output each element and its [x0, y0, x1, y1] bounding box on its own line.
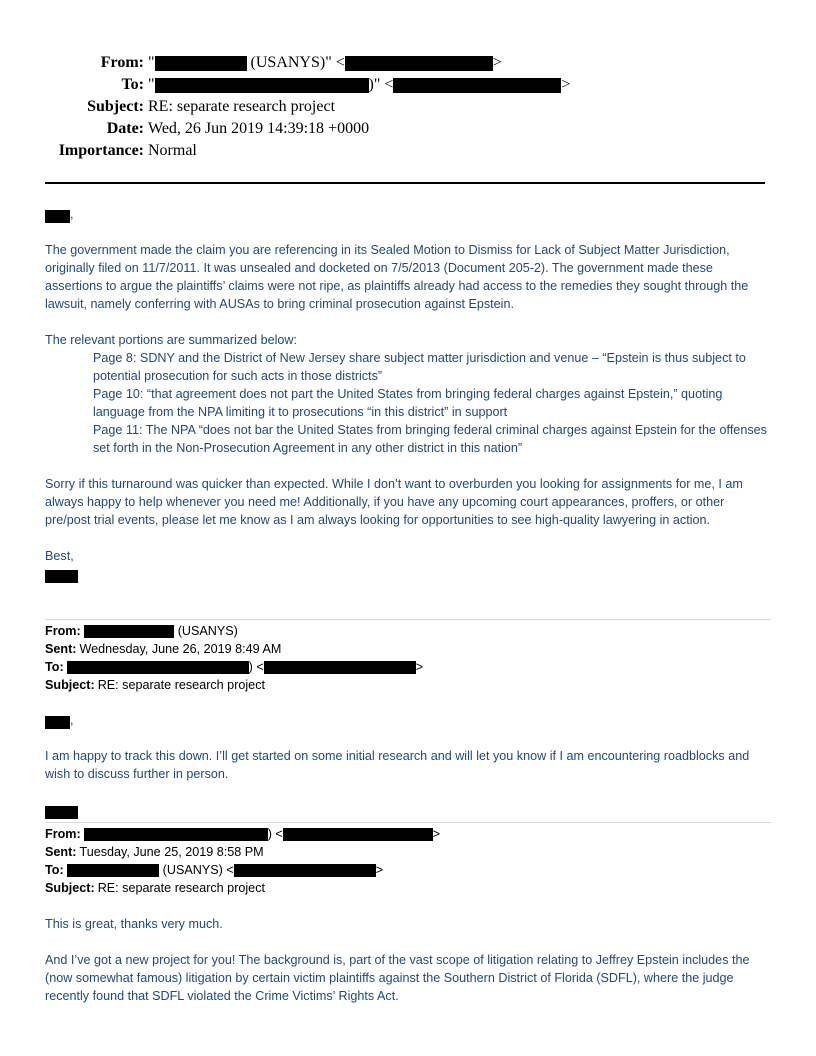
summary-item: Page 8: SDNY and the District of New Jersey share subject matter jurisdiction and venue – “Epstein is thus subject to potential prosecution for such acts in those districts”	[93, 351, 746, 383]
header-date-value: Wed, 26 Jun 2019 14:39:18 +0000	[148, 120, 370, 137]
header-to-quote: "	[148, 76, 155, 93]
redaction-block	[45, 806, 78, 819]
header-from-quote: "	[148, 54, 155, 71]
header-to-mid: )" <	[368, 76, 394, 93]
quoted-2-subject-value: RE: separate research project	[97, 881, 265, 895]
quoted-1-sent-label: Sent:	[45, 642, 77, 656]
quoted-2-to-mid: (USANYS) <	[162, 863, 234, 877]
quoted-2-paragraph-2: And I’ve got a new project for you! The background is, part of the vast scope of litigation relating to Jeffrey Epstein includes the (now somewhat famous) litigation by certain victim plaintiffs against the Southern District of Florida (SDFL), where the judge recently found that SDFL violated the Crime Victims’ Rights Act.	[45, 953, 750, 1003]
salutation-line	[45, 205, 773, 223]
redaction-block	[67, 661, 249, 674]
quoted-1-from-suffix: (USANYS)	[177, 624, 238, 638]
quoted-2-to-label: To:	[45, 863, 64, 877]
quoted-1-salutation-line	[45, 711, 773, 729]
redaction-block	[84, 828, 268, 841]
header-importance-value: Normal	[148, 142, 197, 159]
quoted-2-divider	[45, 822, 771, 823]
quoted-2-body	[45, 915, 773, 1005]
quoted-1-sent-value: Wednesday, June 26, 2019 8:49 AM	[79, 642, 282, 656]
header-subject-label: Subject:	[87, 98, 144, 115]
header-importance-label: Importance:	[58, 142, 144, 159]
header-from-value	[148, 54, 502, 72]
quoted-1-sent-row	[45, 640, 773, 658]
header-from-close: >	[492, 54, 502, 71]
summary-item: Page 11: The NPA “does not bar the United States from bringing federal criminal charges against Epstein for the offenses set forth in the Non-Prosecution Agreement in any other district in this nation”	[93, 423, 767, 455]
quoted-1-from-label: From:	[45, 624, 81, 638]
header-from-label: From:	[100, 54, 144, 71]
quoted-2-from-close: >	[432, 827, 441, 841]
redaction-block	[155, 56, 247, 71]
quoted-2-subject-row	[45, 879, 773, 897]
quoted-1-to-close: >	[415, 660, 424, 674]
quoted-1-subject-label: Subject:	[45, 678, 95, 692]
signature-line	[45, 565, 773, 583]
header-to-row	[40, 74, 770, 96]
quoted-1-subject-row	[45, 676, 773, 694]
quoted-1-divider	[45, 619, 771, 620]
redaction-block	[345, 56, 493, 71]
quoted-1-body	[45, 711, 773, 819]
redaction-block	[84, 625, 174, 638]
quoted-1-salutation-comma: ,	[70, 713, 74, 727]
quoted-1-from-row	[45, 622, 773, 640]
header-subject-row	[40, 96, 770, 118]
redaction-block	[45, 570, 78, 583]
quoted-2-header	[45, 825, 773, 897]
quoted-2-sent-row	[45, 843, 773, 861]
redaction-block	[234, 864, 376, 877]
message-1-paragraph-3: Sorry if this turnaround was quicker than expected. While I don’t want to overburden you looking for assignments for me, I am always happy to help whenever you need me! Additionally, if you have any upcoming court appearances, proffers, or other pre/post trial events, please let me know as I am always looking for opportunities to see high-quality lawyering in action.	[45, 477, 743, 527]
header-importance-row	[40, 140, 770, 162]
redaction-block	[283, 828, 433, 841]
quoted-1-to-mid: ) <	[248, 660, 264, 674]
message-1-body	[45, 205, 773, 583]
quoted-1-to-label: To:	[45, 660, 64, 674]
quoted-2-sent-value: Tuesday, June 25, 2019 8:58 PM	[79, 845, 264, 859]
message-1-paragraph-2: The relevant portions are summarized below:	[45, 333, 297, 347]
quoted-2-from-mid: ) <	[267, 827, 283, 841]
header-divider	[45, 182, 765, 184]
quoted-1-paragraph-1: I am happy to track this down. I’ll get started on some initial research and will let you know if I am encountering roadblocks and wish to discuss further in person.	[45, 749, 750, 781]
header-to-close: >	[561, 76, 571, 93]
quoted-1-subject-value: RE: separate research project	[97, 678, 265, 692]
header-from-row	[40, 52, 770, 74]
redaction-block	[45, 210, 70, 223]
redaction-block	[67, 864, 159, 877]
quoted-2-from-row	[45, 825, 773, 843]
header-date-row	[40, 118, 770, 140]
redaction-block	[45, 716, 70, 729]
redaction-block	[155, 78, 369, 93]
header-date-label: Date:	[106, 120, 144, 137]
salutation-comma: ,	[70, 207, 74, 221]
header-subject-value: RE: separate research project	[148, 98, 336, 115]
message-1-paragraph-1: The government made the claim you are referencing in its Sealed Motion to Dismiss for Lack of Subject Matter Jurisdiction, originally filed on 11/7/2011. It was unsealed and docketed on 7/5/2013 (Document 205-2). The government made these assertions to argue the plaintiffs’ claims were not ripe, as plaintiffs already had access to the remedies they sought through the lawsuit, namely conferring with AUSAs to bring criminal prosecution against Epstein.	[45, 243, 749, 311]
message-1-closing: Best,	[45, 549, 74, 563]
quoted-2-subject-label: Subject:	[45, 881, 95, 895]
quoted-1-signature-line	[45, 801, 773, 819]
header-from-suffix: (USANYS)" <	[250, 54, 345, 71]
header-to-value	[148, 76, 570, 94]
quoted-2-to-close: >	[375, 863, 384, 877]
quoted-2-from-label: From:	[45, 827, 81, 841]
quoted-1-to-row	[45, 658, 773, 676]
redaction-block	[393, 78, 561, 93]
quoted-2-to-row	[45, 861, 773, 879]
redaction-block	[264, 661, 416, 674]
email-header	[40, 52, 770, 162]
quoted-2-sent-label: Sent:	[45, 845, 77, 859]
quoted-2-paragraph-1: This is great, thanks very much.	[45, 917, 223, 931]
summary-item: Page 10: “that agreement does not part the United States from bringing federal charges against Epstein,” quoting language from the NPA limiting it to prosecutions “in this district” in support	[93, 387, 723, 419]
quoted-1-header	[45, 622, 773, 694]
header-to-label: To:	[121, 76, 144, 93]
